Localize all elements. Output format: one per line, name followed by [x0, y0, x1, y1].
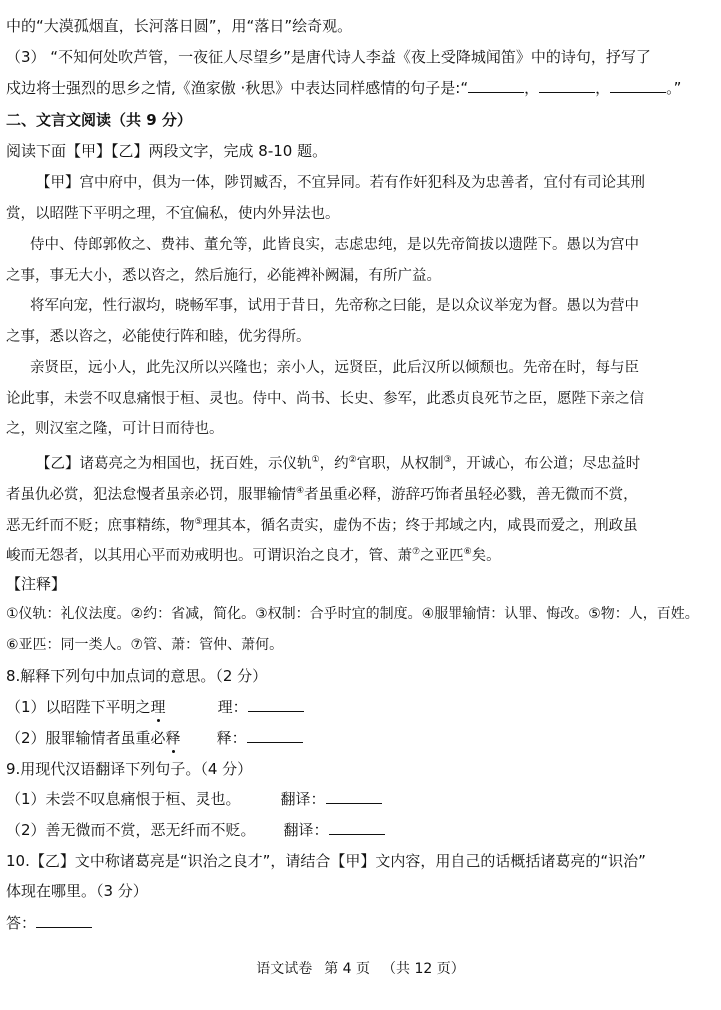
jia-paragraph-4-line-1: 亲贤臣，远小人，此先汉所以兴隆也；亲小人，远贤臣，此后汉所以倾颓也。先帝在时，每与臣: [30, 360, 639, 376]
note-marker: ④: [296, 486, 305, 496]
footer-paper-name: 语文试卷: [256, 961, 313, 977]
note-marker: ②: [348, 455, 357, 465]
notes-line-1: ①仪轨：礼仪法度。②约：省减，简化。③权制：合乎时宜的制度。④服罪输情：认罪、悔改。⑤物：人，百姓。: [6, 606, 699, 622]
jia-paragraph-2-line-1: 侍中、侍郎郭攸之、费祎、董允等，此皆良实，志虑忠纯，是以先帝简拔以遗陛下。愚以为宫中: [30, 237, 639, 253]
note-marker: ①: [311, 455, 320, 465]
yi-text: 矣。: [471, 547, 501, 564]
separator: ，: [524, 79, 540, 97]
yi-line-1: [36, 450, 715, 474]
answer-blank[interactable]: [610, 78, 666, 93]
footer-page-number: 第 4 页: [324, 961, 371, 977]
jia-paragraph-4-line-3: 之，则汉室之隆，可计日而待也。: [6, 421, 224, 437]
section-instruction: 阅读下面【甲】【乙】两段文字，完成 8-10 题。: [6, 142, 328, 160]
answer-blank[interactable]: [248, 697, 304, 712]
answer-blank[interactable]: [247, 728, 303, 743]
jia-paragraph-3-line-2: 之事，悉以咨之，必能使行阵和睦，优劣得所。: [6, 329, 311, 345]
question-10-line-2: 体现在哪里。（3 分）: [6, 882, 148, 900]
question-10-answer: [6, 913, 715, 933]
footer-total-pages: （共 12 页）: [382, 961, 465, 977]
note-marker: ③: [443, 455, 452, 465]
answer-blank[interactable]: [329, 820, 385, 835]
answer-blank[interactable]: [468, 78, 524, 93]
yi-line-3: [6, 512, 715, 536]
yi-text: 者虽仇必赏，犯法怠慢者虽亲必罚，服罪输情: [6, 486, 296, 503]
yi-text: 【乙】诸葛亮之为相国也，抚百姓，示仪轨: [36, 455, 312, 472]
jia-paragraph-2-line-2: 之事，事无大小，悉以咨之，然后施行，必能裨补阙漏，有所广益。: [6, 268, 441, 284]
answer-blank[interactable]: [36, 913, 92, 928]
question-9-item-2: [6, 820, 715, 840]
yi-text: 官职，从权制: [356, 455, 444, 472]
answer-blank[interactable]: [326, 789, 382, 804]
page-footer: [0, 958, 721, 978]
section-title: 二、文言文阅读（共 9 分）: [6, 111, 192, 129]
answer-blank[interactable]: [539, 78, 595, 93]
yi-text: 恶无纤而不贬；庶事精练，物: [6, 517, 195, 534]
note-marker: ⑤: [194, 517, 203, 527]
yi-text: 者虽重必释，游辞巧饰者虽轻必戮，善无微而不赏，: [304, 486, 638, 503]
jia-paragraph-4-line-2: 论此事，未尝不叹息痛恨于桓、灵也。侍中、尚书、长史、参军，此悉贞良死节之臣，愿陛下亲之信: [6, 391, 644, 407]
question-9-title: 9.用现代汉语翻译下列句子。（4 分）: [6, 760, 253, 778]
yi-line-4: [6, 542, 715, 566]
answer-label: 翻译：: [283, 821, 329, 839]
yi-text: 之亚匹: [420, 547, 464, 564]
question-text: （1）未尝不叹息痛恨于桓、灵也。: [6, 790, 241, 808]
jia-paragraph-1-line-1: 【甲】宫中府中，俱为一体，陟罚臧否，不宜异同。若有作奸犯科及为忠善者，宜付有司论其刑: [36, 175, 645, 191]
question-10-line-1: 10.【乙】文中称诸葛亮是“识治之良才”，请结合【甲】文内容，用自己的话概括诸葛亮的“识治”: [6, 852, 646, 870]
yi-line-2: [6, 481, 715, 505]
answer-label: 翻译：: [280, 790, 326, 808]
poem-line: 中的“大漠孤烟直，长河落日圆”，用“落日”绘奇观。: [6, 17, 353, 35]
question-8-item-1: [6, 697, 715, 717]
note-marker: ⑦: [412, 547, 421, 557]
answer-label: 答：: [6, 914, 37, 932]
question-text: （2）服罪输情者虽重必: [6, 729, 166, 747]
question-3-line-2: [6, 78, 715, 98]
question-9-item-1: [6, 789, 715, 809]
question-text: （2）善无微而不赏，恶无纤而不贬。: [6, 821, 256, 839]
yi-text: ，开诚心，布公道；尽忠益时: [451, 455, 641, 472]
quote-end: 。”: [666, 79, 682, 97]
jia-paragraph-3-line-1: 将军向宠，性行淑均，晓畅军事，试用于昔日，先帝称之曰能，是以众议举宠为督。愚以为营中: [30, 298, 639, 314]
question-8-title: 8.解释下列句中加点词的意思。（2 分）: [6, 667, 268, 685]
separator: ，: [595, 79, 611, 97]
dotted-word: 理: [150, 698, 166, 716]
jia-paragraph-1-line-2: 赏，以昭陛下平明之理，不宜偏私，使内外异法也。: [6, 206, 340, 222]
question-3-text: 戍边将士强烈的思乡之情,《渔家傲 ·秋思》中表达同样感情的句子是:“: [6, 79, 469, 97]
notes-line-2: ⑥亚匹：同一类人。⑦管、萧：管仲、萧何。: [6, 637, 284, 653]
yi-text: ，约: [319, 455, 349, 472]
question-text: （1）以昭陛下平明之: [6, 698, 151, 716]
answer-label: 释：: [216, 729, 247, 747]
question-8-item-2: [6, 728, 715, 748]
yi-text: 峻而无怨者，以其用心平而劝戒明也。可谓识治之良才，管、萧: [6, 547, 412, 564]
dotted-word: 释: [165, 729, 181, 747]
question-3-line-1: （3） “不知何处吹芦管，一夜征人尽望乡”是唐代诗人李益《夜上受降城闻笛》中的诗句，抒写了: [6, 48, 651, 66]
yi-text: 理其本，循名责实，虚伪不齿；终于邦域之内，咸畏而爱之，刑政虽: [202, 517, 638, 534]
answer-label: 理：: [217, 698, 248, 716]
note-marker: ⑥: [463, 547, 472, 557]
notes-title: 【注释】: [6, 575, 67, 593]
